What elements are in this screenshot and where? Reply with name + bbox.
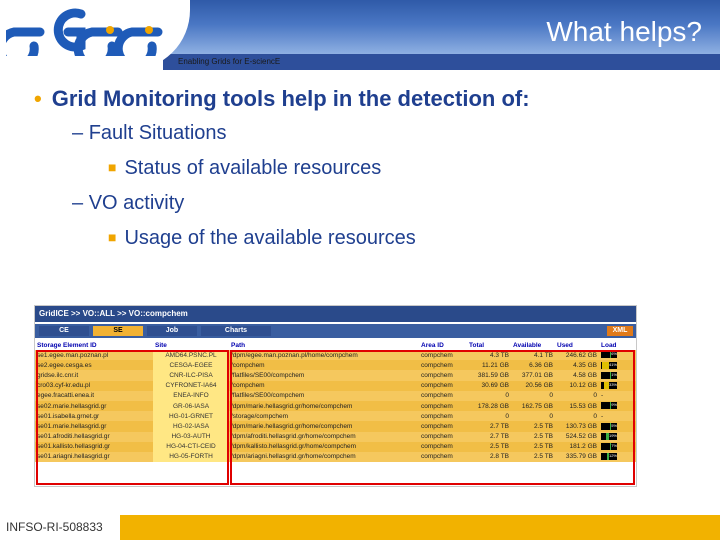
sub-item-text: Usage of the available resources bbox=[124, 227, 416, 249]
total-cell: 0 bbox=[467, 411, 511, 421]
site-cell[interactable]: CYFRONET-IA64 bbox=[153, 381, 229, 391]
sub-bullet-fault: – Fault Situations bbox=[72, 122, 227, 144]
used-cell: 130.73 GB bbox=[555, 421, 599, 431]
area-cell: compchem bbox=[419, 370, 467, 380]
square-bullet-icon: ■ bbox=[108, 229, 117, 245]
egee-logo bbox=[6, 6, 171, 56]
load-label: 12% bbox=[608, 453, 617, 459]
available-cell: 162.75 GB bbox=[511, 401, 555, 411]
tab-bar bbox=[35, 324, 636, 338]
storage-id-link[interactable]: egee.fracatti.enea.it bbox=[35, 391, 153, 401]
storage-id-link[interactable]: se01.kallisto.hellasgrid.gr bbox=[35, 442, 153, 452]
site-cell[interactable]: ENEA-INFO bbox=[153, 391, 229, 401]
available-cell: 2.5 TB bbox=[511, 421, 555, 431]
used-cell: 181.2 GB bbox=[555, 442, 599, 452]
total-cell: 11.21 GB bbox=[467, 360, 511, 370]
site-cell[interactable]: CNR-ILC-PISA bbox=[153, 370, 229, 380]
total-cell: 2.7 TB bbox=[467, 421, 511, 431]
sub-item-status bbox=[108, 157, 381, 180]
total-cell: 4.3 TB bbox=[467, 350, 511, 360]
site-cell[interactable]: HG-05-FORTH bbox=[153, 452, 229, 462]
area-cell: compchem bbox=[419, 442, 467, 452]
table-header bbox=[35, 340, 636, 350]
total-cell: 2.8 TB bbox=[467, 452, 511, 462]
area-cell: compchem bbox=[419, 360, 467, 370]
tab-job[interactable]: Job bbox=[147, 326, 197, 336]
used-cell: 335.79 GB bbox=[555, 452, 599, 462]
gridice-screenshot bbox=[34, 305, 637, 487]
path-cell: /flatfiles/SE00/compchem bbox=[229, 391, 419, 401]
load-label: 9% bbox=[611, 402, 617, 408]
path-cell: /storage/compchem bbox=[229, 411, 419, 421]
storage-id-link[interactable]: gridse.ilc.cnr.it bbox=[35, 370, 153, 380]
path-cell: /compchem bbox=[229, 360, 419, 370]
available-cell: 4.1 TB bbox=[511, 350, 555, 360]
area-cell: compchem bbox=[419, 411, 467, 421]
site-cell[interactable]: HG-01-GRNET bbox=[153, 411, 229, 421]
column-header-available[interactable]: Available bbox=[511, 340, 555, 350]
path-cell: /dpm/marie.hellasgrid.gr/home/compchem bbox=[229, 401, 419, 411]
load-label: 1% bbox=[611, 371, 617, 377]
used-cell: 0 bbox=[555, 411, 599, 421]
sub-bullet-text: VO activity bbox=[88, 192, 185, 214]
total-cell: 0 bbox=[467, 391, 511, 401]
tab-charts[interactable]: Charts bbox=[201, 326, 271, 336]
load-label: 33% bbox=[608, 382, 617, 388]
used-cell: 4.35 GB bbox=[555, 360, 599, 370]
column-header-site[interactable]: Site bbox=[153, 340, 229, 350]
slide-header bbox=[0, 0, 720, 70]
highlight-box-details bbox=[230, 350, 635, 485]
bullet-dot-icon: • bbox=[34, 86, 42, 111]
path-cell: /flatfiles/SE00/compchem bbox=[229, 370, 419, 380]
area-cell: compchem bbox=[419, 432, 467, 442]
load-label: 6% bbox=[611, 351, 617, 357]
area-cell: compchem bbox=[419, 381, 467, 391]
area-cell: compchem bbox=[419, 421, 467, 431]
storage-id-link[interactable]: se01.marie.hellasgrid.gr bbox=[35, 421, 153, 431]
square-bullet-icon: ■ bbox=[108, 159, 117, 175]
storage-id-link[interactable]: se01.isabella.grnet.gr bbox=[35, 411, 153, 421]
used-cell: 246.62 GB bbox=[555, 350, 599, 360]
slide-title: What helps? bbox=[546, 16, 702, 47]
available-cell: 20.56 GB bbox=[511, 381, 555, 391]
available-cell: 0 bbox=[511, 391, 555, 401]
storage-id-link[interactable]: se02.marie.hellasgrid.gr bbox=[35, 401, 153, 411]
site-cell[interactable]: CESGA-EGEE bbox=[153, 360, 229, 370]
used-cell: 15.53 GB bbox=[555, 401, 599, 411]
used-cell: 524.52 GB bbox=[555, 432, 599, 442]
sub-bullet-vo: – VO activity bbox=[72, 192, 185, 214]
available-cell: 6.36 GB bbox=[511, 360, 555, 370]
used-cell: 4.58 GB bbox=[555, 370, 599, 380]
available-cell: 2.5 TB bbox=[511, 432, 555, 442]
tab-se[interactable]: SE bbox=[93, 326, 143, 336]
load-label: 41% bbox=[608, 361, 617, 367]
storage-id-link[interactable]: se2.egee.cesga.es bbox=[35, 360, 153, 370]
site-cell[interactable]: HG-03-AUTH bbox=[153, 432, 229, 442]
used-cell: 10.12 GB bbox=[555, 381, 599, 391]
main-bullet-text: Grid Monitoring tools help in the detection of: bbox=[51, 86, 530, 111]
total-cell: 30.69 GB bbox=[467, 381, 511, 391]
column-header-used[interactable]: Used bbox=[555, 340, 599, 350]
tagline: Enabling Grids for E-sciencE bbox=[178, 57, 281, 66]
available-cell: 0 bbox=[511, 411, 555, 421]
breadcrumb: GridICE >> VO::ALL >> VO::compchem bbox=[35, 306, 636, 322]
storage-id-link[interactable]: se01.afroditi.hellasgrid.gr bbox=[35, 432, 153, 442]
path-cell: /dpm/kallisto.hellasgrid.gr/home/compchem bbox=[229, 442, 419, 452]
load-cell: - bbox=[599, 411, 636, 421]
site-cell[interactable]: HG-02-IASA bbox=[153, 421, 229, 431]
storage-id-link[interactable]: se01.ariagni.hellasgrid.gr bbox=[35, 452, 153, 462]
footer-code: INFSO-RI-508833 bbox=[6, 520, 103, 534]
column-header-total[interactable]: Total bbox=[467, 340, 511, 350]
sub-item-usage bbox=[108, 227, 416, 250]
load-label: 5% bbox=[611, 422, 617, 428]
sub-item-text: Status of available resources bbox=[124, 157, 382, 179]
main-bullet bbox=[34, 86, 530, 112]
storage-id-link[interactable]: cro03.cyf-kr.edu.pl bbox=[35, 381, 153, 391]
load-label: 7% bbox=[611, 443, 617, 449]
path-cell: /dpm/afroditi.hellasgrid.gr/home/compchem bbox=[229, 432, 419, 442]
load-cell: - bbox=[599, 391, 636, 401]
storage-id-link[interactable]: se1.egee.man.poznan.pl bbox=[35, 350, 153, 360]
total-cell: 178.28 GB bbox=[467, 401, 511, 411]
tab-ce[interactable]: CE bbox=[39, 326, 89, 336]
path-cell: /compchem bbox=[229, 381, 419, 391]
area-cell: compchem bbox=[419, 391, 467, 401]
column-header-area-id[interactable]: Area ID bbox=[419, 340, 467, 350]
sub-bullet-text: Fault Situations bbox=[88, 122, 227, 144]
site-cell[interactable]: GR-06-IASA bbox=[153, 401, 229, 411]
available-cell: 377.01 GB bbox=[511, 370, 555, 380]
path-cell: /dpm/marie.hellasgrid.gr/home/compchem bbox=[229, 421, 419, 431]
site-cell[interactable]: AMD64.PSNC.PL bbox=[153, 350, 229, 360]
path-cell: /dpm/egee.man.poznan.pl/home/compchem bbox=[229, 350, 419, 360]
site-cell[interactable]: HG-04-CTI-CEID bbox=[153, 442, 229, 452]
available-cell: 2.5 TB bbox=[511, 442, 555, 452]
load-label: 19% bbox=[608, 432, 617, 438]
area-cell: compchem bbox=[419, 401, 467, 411]
xml-button[interactable]: XML bbox=[607, 326, 633, 336]
area-cell: compchem bbox=[419, 452, 467, 462]
available-cell: 2.5 TB bbox=[511, 452, 555, 462]
used-cell: 0 bbox=[555, 391, 599, 401]
column-header-path[interactable]: Path bbox=[229, 340, 419, 350]
column-header-load[interactable]: Load bbox=[599, 340, 636, 350]
total-cell: 381.59 GB bbox=[467, 370, 511, 380]
highlight-box-sites bbox=[36, 350, 229, 485]
path-cell: /dpm/ariagni.hellasgrid.gr/home/compchem bbox=[229, 452, 419, 462]
total-cell: 2.5 TB bbox=[467, 442, 511, 452]
column-header-storage-id[interactable]: Storage Element ID bbox=[35, 340, 153, 350]
total-cell: 2.7 TB bbox=[467, 432, 511, 442]
area-cell: compchem bbox=[419, 350, 467, 360]
